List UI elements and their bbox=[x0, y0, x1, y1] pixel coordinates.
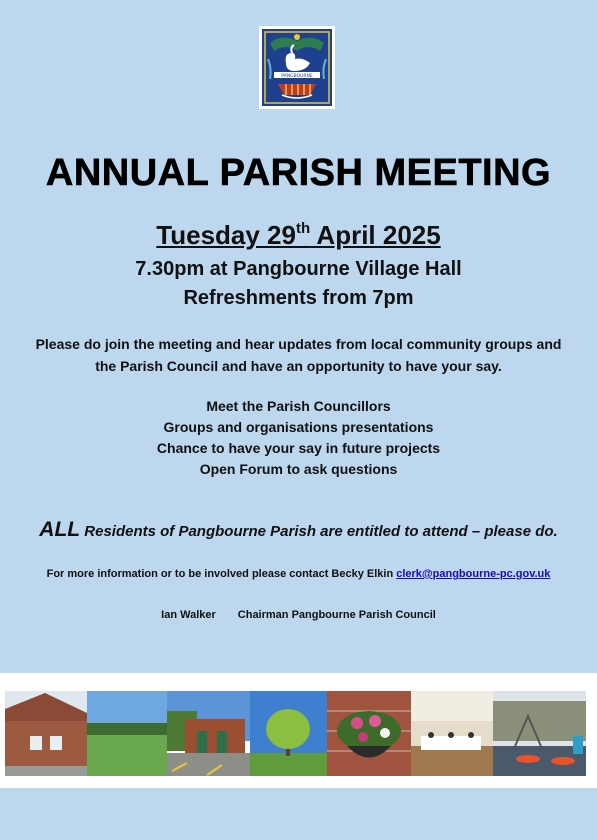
residents-notice bbox=[0, 518, 597, 542]
crest-icon bbox=[262, 29, 332, 106]
meeting-venue: 7.30pm at Pangbourne Village Hall bbox=[135, 258, 462, 280]
contact-text: For more information or to be involved please contact Becky Elkin bbox=[46, 568, 397, 580]
residents-lead: ALL bbox=[39, 518, 81, 541]
flower-basket-photo bbox=[327, 691, 411, 776]
intro-paragraph bbox=[0, 333, 597, 377]
agenda-item: Chance to have your say in future projects bbox=[156, 440, 441, 456]
hall-interior-photo bbox=[411, 691, 493, 776]
page-title: ANNUAL PARISH MEETING bbox=[45, 152, 552, 194]
date-month-year: April 2025 bbox=[310, 220, 441, 250]
playground-photo bbox=[493, 691, 586, 776]
agenda-item: Groups and organisations presentations bbox=[163, 419, 434, 435]
contact-email-link[interactable]: clerk@pangbourne-pc.gov.uk bbox=[396, 568, 551, 580]
agenda-item: Open Forum to ask questions bbox=[199, 461, 398, 477]
chair-signature bbox=[0, 609, 597, 621]
pavilion-photo bbox=[167, 691, 250, 776]
date-ordinal: th bbox=[295, 220, 311, 237]
contact-line bbox=[0, 568, 597, 580]
parish-crest-logo bbox=[259, 26, 335, 109]
agenda-item: Meet the Parish Councillors bbox=[206, 398, 391, 414]
village-hall-photo bbox=[5, 691, 87, 776]
tree-field-photo bbox=[250, 691, 327, 776]
intro-line: the Parish Council and have an opportunity to have your say. bbox=[95, 358, 502, 374]
residents-text: Residents of Pangbourne Parish are entitled to attend – please do. bbox=[80, 523, 558, 540]
crest-banner-text: PANGBOURNE bbox=[281, 74, 313, 79]
recreation-ground-photo bbox=[87, 691, 167, 776]
meeting-date bbox=[0, 220, 597, 251]
intro-line: Please do join the meeting and hear updates from local community groups and bbox=[35, 336, 562, 352]
refreshments-time: Refreshments from 7pm bbox=[183, 287, 414, 309]
photo-strip bbox=[0, 673, 597, 788]
chair-role: Chairman Pangbourne Parish Council bbox=[237, 609, 436, 621]
agenda-points bbox=[0, 396, 597, 480]
chair-name: Ian Walker bbox=[161, 609, 216, 621]
date-day: Tuesday 29 bbox=[156, 220, 296, 250]
